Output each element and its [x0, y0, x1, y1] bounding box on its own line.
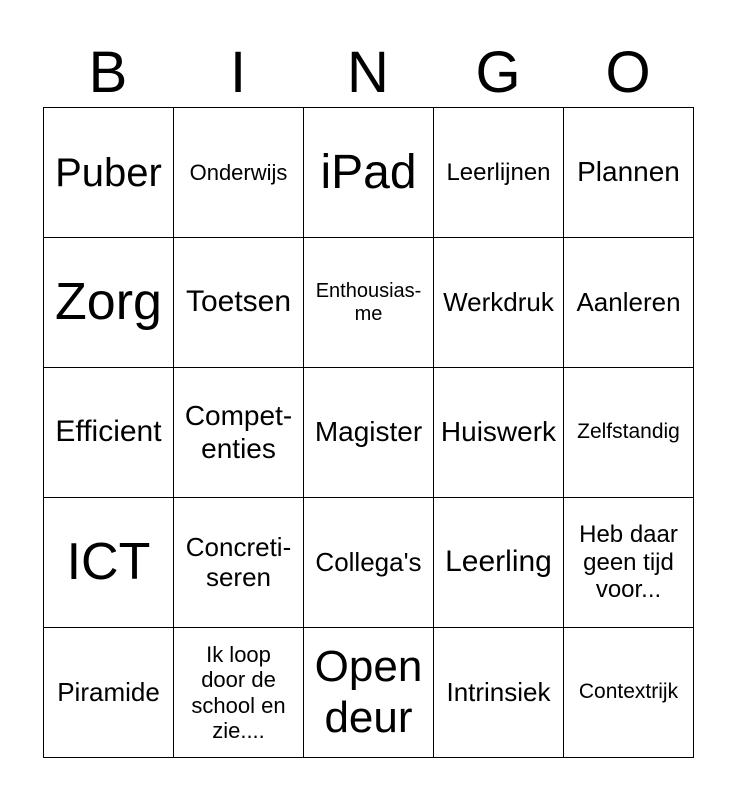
bingo-cell: Ik loop door de school en zie.... [174, 628, 304, 758]
bingo-cell: ICT [44, 498, 174, 628]
bingo-cell: Contextrijk [564, 628, 694, 758]
bingo-cell: Intrinsiek [434, 628, 564, 758]
bingo-cell: Enthousias- me [304, 238, 434, 368]
bingo-cell: Heb daar geen tijd voor... [564, 498, 694, 628]
bingo-cell: Efficient [44, 368, 174, 498]
bingo-grid [43, 107, 694, 758]
bingo-cell: Aanleren [564, 238, 694, 368]
bingo-cell: Werkdruk [434, 238, 564, 368]
bingo-cell: Onderwijs [174, 108, 304, 238]
bingo-cell: Concreti- seren [174, 498, 304, 628]
bingo-row [44, 238, 694, 368]
bingo-cell: Leerlijnen [434, 108, 564, 238]
bingo-cell: Piramide [44, 628, 174, 758]
bingo-cell: Plannen [564, 108, 694, 238]
bingo-cell: Zelfstandig [564, 368, 694, 498]
bingo-cell: Collega's [304, 498, 434, 628]
bingo-cell: Toetsen [174, 238, 304, 368]
bingo-row [44, 108, 694, 238]
header-letter-n: N [347, 40, 389, 105]
header-letter-o: O [605, 40, 651, 105]
bingo-cell: Open deur [304, 628, 434, 758]
bingo-cell: Puber [44, 108, 174, 238]
bingo-cell: Huiswerk [434, 368, 564, 498]
bingo-header [43, 38, 693, 108]
bingo-cell: Compet- enties [174, 368, 304, 498]
bingo-row [44, 368, 694, 498]
bingo-row [44, 628, 694, 758]
header-letter-b: B [88, 40, 128, 105]
bingo-cell: iPad [304, 108, 434, 238]
bingo-cell: Leerling [434, 498, 564, 628]
header-letter-i: I [229, 40, 247, 105]
bingo-cell: Zorg [44, 238, 174, 368]
header-letter-g: G [475, 40, 521, 105]
bingo-cell: Magister [304, 368, 434, 498]
bingo-row [44, 498, 694, 628]
